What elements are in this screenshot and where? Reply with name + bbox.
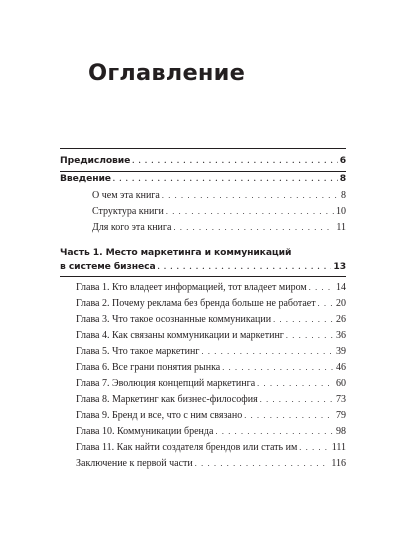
toc-entry-label: Глава 6. Все грани понятия рынка [76,362,221,373]
toc-entry-chapter-8[interactable] [76,394,346,410]
toc-entry-label: Глава 10. Коммуникации бренда [76,426,214,437]
toc-entry-label: Глава 2. Почему реклама без бренда больше не работает [76,298,316,309]
divider [60,276,346,277]
toc-entry-page: 46 [336,362,346,373]
leader-dots [318,299,334,308]
toc-entry-introduction[interactable] [60,173,346,189]
part1-title-line2: в системе бизнеса [60,261,156,272]
toc-entry-chapter-3[interactable] [76,314,346,330]
toc-entry-page: 26 [336,314,346,325]
toc-entry-page: 39 [336,346,346,357]
toc-entry-label: Структура книги [92,206,164,217]
divider-top [60,148,346,149]
toc-entry-label: О чем эта книга [92,190,160,201]
leader-dots [299,443,329,452]
leader-dots [158,262,332,271]
toc-entry-page: 10 [336,206,346,217]
toc-entry-preface[interactable] [60,155,346,171]
divider [60,171,346,172]
toc-entry-chapter-7[interactable] [76,378,346,394]
leader-dots [166,207,334,216]
toc-entry-label: Предисловие [60,155,131,166]
leader-dots [113,174,338,183]
toc-entry-audience[interactable] [92,222,346,238]
leader-dots [132,156,337,165]
toc-entry-page: 98 [336,426,346,437]
toc-entry-label: Глава 3. Что такое осознанные коммуникации [76,314,272,325]
toc-entry-page: 13 [333,261,346,272]
toc-entry-page: 20 [336,298,346,309]
toc-entry-about-book[interactable] [92,190,346,206]
toc-entry-page: 73 [336,394,346,405]
toc-entry-page: 36 [336,330,346,341]
toc-entry-book-structure[interactable] [92,206,346,222]
toc-entry-part1[interactable] [60,261,346,277]
toc-entry-label: Глава 4. Как связаны коммуникации и маркетинг [76,330,284,341]
leader-dots [260,395,334,404]
toc-entry-label: Глава 11. Как найти создателя брендов или стать им [76,442,298,453]
toc-entry-label: Глава 1. Кто владеет информацией, тот владеет миром [76,282,307,293]
toc-entry-label: Глава 7. Эволюция концепций маркетинга [76,378,256,389]
toc-entry-page: 116 [331,458,346,469]
toc-entry-label: Для кого эта книга [92,222,172,233]
toc-entry-label: Заключение к первой части [76,458,193,469]
toc-entry-label: Введение [60,173,111,184]
toc-entry-chapter-11[interactable] [76,442,346,458]
toc-entry-label: Глава 8. Маркетинг как бизнес-философия [76,394,258,405]
leader-dots [173,223,334,232]
leader-dots [244,411,334,420]
part1-title-line1: Часть 1. Место маркетинга и коммуникаций [60,247,292,258]
leader-dots [215,427,334,436]
leader-dots [309,283,334,292]
toc-entry-page: 8 [339,173,346,184]
toc-entry-page: 8 [341,190,346,201]
toc-entry-page: 79 [336,410,346,421]
leader-dots [257,379,334,388]
leader-dots [222,363,334,372]
toc-entry-conclusion[interactable] [76,458,346,474]
toc-entry-page: 14 [336,282,346,293]
toc-entry-page: 60 [336,378,346,389]
toc-entry-chapter-5[interactable] [76,346,346,362]
toc-entry-page: 111 [331,442,346,453]
toc-entry-chapter-1[interactable] [76,282,346,298]
toc-entry-page: 6 [339,155,346,166]
leader-dots [202,347,335,356]
toc-entry-chapter-6[interactable] [76,362,346,378]
page-title: Оглавление [88,60,246,86]
leader-dots [195,459,330,468]
toc-entry-chapter-10[interactable] [76,426,346,442]
toc-entry-chapter-2[interactable] [76,298,346,314]
toc-entry-label: Глава 5. Что такое маркетинг [76,346,200,357]
leader-dots [273,315,334,324]
toc-entry-page: 11 [336,222,346,233]
leader-dots [286,331,334,340]
toc-entry-label: Глава 9. Бренд и все, что с ним связано [76,410,243,421]
leader-dots [162,191,339,200]
toc-entry-chapter-4[interactable] [76,330,346,346]
toc-entry-chapter-9[interactable] [76,410,346,426]
